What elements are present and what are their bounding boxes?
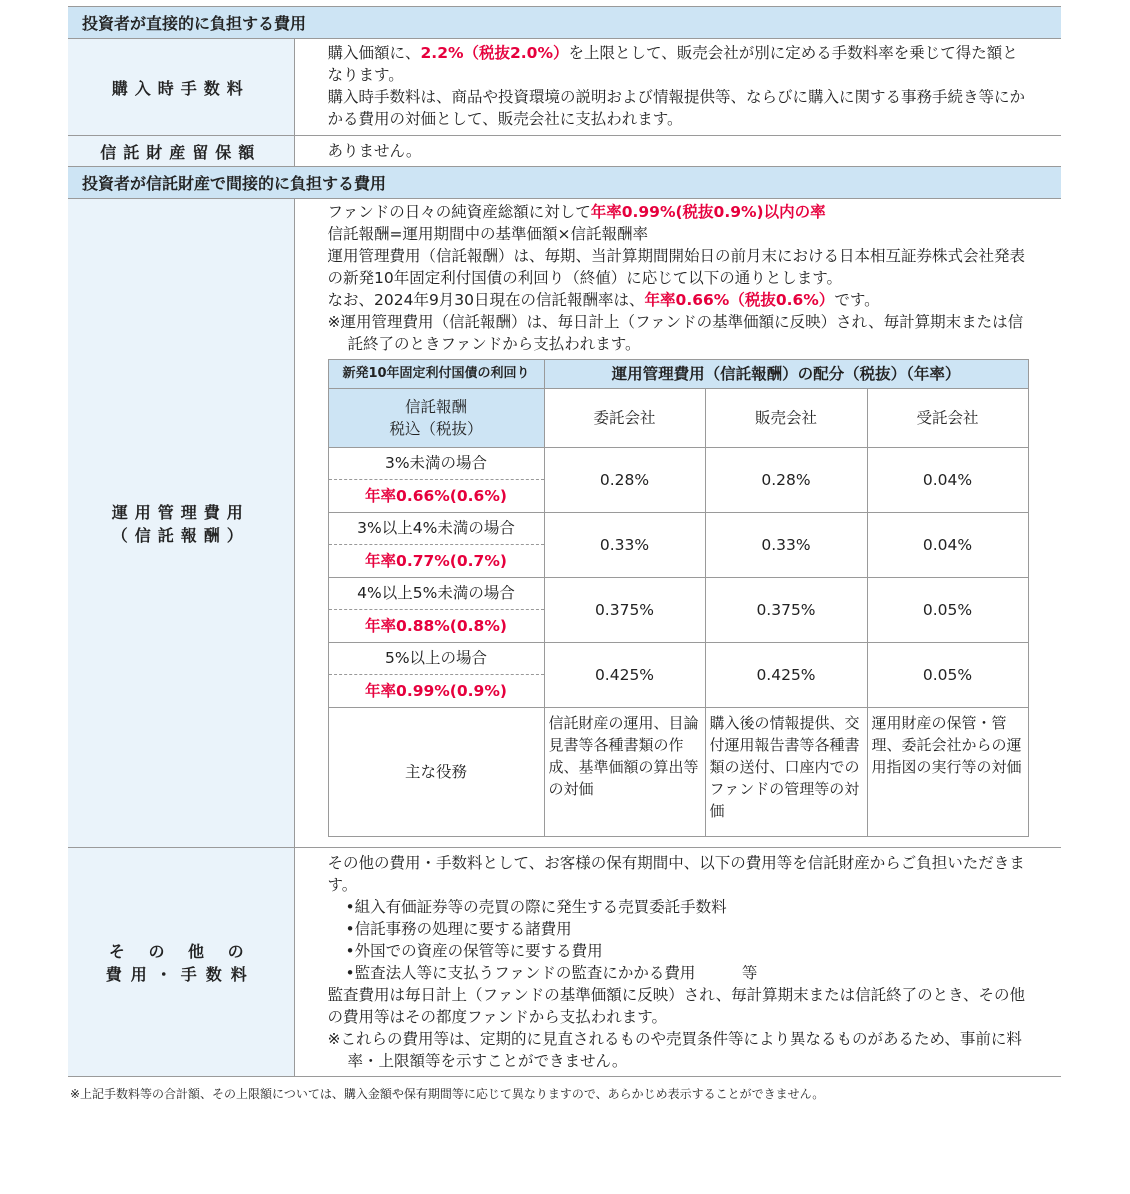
highlight-text: 2.2%（税抜2.0%） bbox=[420, 44, 569, 62]
label-line-2: 費用・手数料 bbox=[105, 965, 256, 984]
table-row bbox=[328, 513, 1028, 578]
fee-rate-header-1: 信託報酬 bbox=[404, 398, 467, 416]
other-text-1: その他の費用・手数料として、お客様の保有期間中、以下の費用等を信託財産からご負担いただきます。 bbox=[327, 854, 1025, 894]
value-cell: 0.05% bbox=[867, 643, 1028, 708]
col-header-distributor: 販売会社 bbox=[705, 389, 867, 448]
value-cell: 0.28% bbox=[705, 448, 867, 513]
management-fee-content bbox=[294, 199, 1061, 848]
fee-table bbox=[68, 6, 1061, 1077]
label-management-fee bbox=[68, 199, 294, 848]
value-cell: 0.375% bbox=[705, 578, 867, 643]
fee-rate-header bbox=[328, 389, 544, 448]
value-cell: 0.375% bbox=[544, 578, 705, 643]
text: 購入価額に、 bbox=[327, 44, 421, 62]
col-header-trustor: 委託会社 bbox=[544, 389, 705, 448]
text: です。 bbox=[834, 291, 880, 309]
footnote: ※上記手数料等の合計額、その上限額については、購入金額や保有期間等に応じて異なりますので、あらかじめ表示することができません。 bbox=[70, 1087, 825, 1101]
rate-text: 年率0.66%(0.6%) bbox=[365, 487, 507, 505]
label-line-1: 運用管理費用 bbox=[111, 503, 250, 522]
fee-rate-header-2: 税込（税抜） bbox=[389, 420, 483, 438]
value-cell: 0.04% bbox=[867, 448, 1028, 513]
list-item: •外国での資産の保管等に要する費用 bbox=[345, 942, 603, 960]
label-line-2: （信託報酬） bbox=[111, 526, 250, 545]
fee-table-container bbox=[68, 6, 1061, 1102]
table-row bbox=[328, 448, 1028, 513]
mgmt-text-2: 信託報酬=運用期間中の基準価額×信託報酬率 bbox=[327, 225, 648, 243]
mgmt-text-3: 運用管理費用（信託報酬）は、毎期、当計算期間開始日の前月末における日本相互証券株式会社発表の新発10年固定利付国債の利回り（終値）に応じて以下の通りとします。 bbox=[327, 247, 1026, 287]
value-cell: 0.04% bbox=[867, 513, 1028, 578]
col-header-trustee: 受託会社 bbox=[867, 389, 1028, 448]
condition-cell bbox=[328, 578, 544, 643]
condition-text: 4%以上5%未満の場合 bbox=[329, 578, 544, 610]
list-item: •信託事務の処理に要する諸費用 bbox=[345, 920, 572, 938]
mgmt-text-4 bbox=[328, 289, 1032, 311]
label-other-fees bbox=[68, 848, 294, 1077]
condition-cell bbox=[328, 448, 544, 513]
role-trustee: 運用財産の保管・管理、委託会社からの運用指図の実行等の対価 bbox=[867, 708, 1028, 837]
condition-text: 3%未満の場合 bbox=[329, 448, 544, 480]
value-cell: 0.425% bbox=[544, 643, 705, 708]
highlight-text: 年率0.99%(税抜0.9%)以内の率 bbox=[590, 203, 826, 221]
value-cell: 0.33% bbox=[705, 513, 867, 578]
condition-text: 5%以上の場合 bbox=[329, 643, 544, 675]
other-fees-content bbox=[294, 848, 1061, 1077]
table-row bbox=[328, 643, 1028, 708]
highlight-text: 年率0.66%（税抜0.6%） bbox=[644, 291, 835, 309]
purchase-fee-text-1 bbox=[328, 42, 1032, 86]
mgmt-text-1 bbox=[328, 201, 1032, 223]
rate-text: 年率0.88%(0.8%) bbox=[365, 617, 507, 635]
rate-text: 年率0.77%(0.7%) bbox=[365, 552, 507, 570]
section-header-direct: 投資者が直接的に負担する費用 bbox=[68, 7, 1061, 39]
purchase-fee-text-2: 購入時手数料は、商品や投資環境の説明および情報提供等、ならびに購入に関する事務手続き等にかかる費用の対価として、販売会社に支払われます。 bbox=[327, 88, 1026, 128]
value-cell: 0.28% bbox=[544, 448, 705, 513]
allocation-table bbox=[328, 359, 1029, 837]
roles-label: 主な役務 bbox=[328, 708, 544, 837]
value-cell: 0.05% bbox=[867, 578, 1028, 643]
allocation-header: 運用管理費用（信託報酬）の配分（税抜）（年率） bbox=[544, 360, 1028, 389]
section-header-indirect: 投資者が信託財産で間接的に負担する費用 bbox=[68, 167, 1061, 199]
table-row bbox=[328, 578, 1028, 643]
value-cell: 0.33% bbox=[544, 513, 705, 578]
label-reserve: 信託財産留保額 bbox=[68, 136, 294, 167]
rate-text: 年率0.99%(0.9%) bbox=[365, 682, 507, 700]
role-trustor: 信託財産の運用、目論見書等各種書類の作成、基準価額の算出等の対価 bbox=[544, 708, 705, 837]
condition-cell bbox=[328, 513, 544, 578]
mgmt-note: ※運用管理費用（信託報酬）は、毎日計上（ファンドの基準価額に反映）され、毎計算期末または信託終了のときファンドから支払われます。 bbox=[327, 313, 1024, 353]
label-purchase-fee: 購入時手数料 bbox=[68, 39, 294, 136]
yield-header: 新発10年固定利付国債の利回り bbox=[328, 360, 544, 389]
list-item: •組入有価証券等の売買の際に発生する売買委託手数料 bbox=[345, 898, 727, 916]
text: ファンドの日々の純資産総額に対して bbox=[327, 203, 591, 221]
text: を上限として、販売会社が別に定める手数料率を乗じて得た額となります。 bbox=[327, 44, 1018, 84]
value-cell: 0.425% bbox=[705, 643, 867, 708]
condition-text: 3%以上4%未満の場合 bbox=[329, 513, 544, 545]
condition-cell bbox=[328, 643, 544, 708]
purchase-fee-content bbox=[294, 39, 1061, 136]
list-item: •監査法人等に支払うファンドの監査にかかる費用 等 bbox=[345, 964, 758, 982]
roles-row bbox=[328, 708, 1028, 837]
other-text-2: 監査費用は毎日計上（ファンドの基準価額に反映）され、毎計算期末または信託終了のとき、その他の費用等はその都度ファンドから支払われます。 bbox=[327, 986, 1026, 1026]
text: なお、2024年9月30日現在の信託報酬率は、 bbox=[327, 291, 645, 309]
other-note: ※これらの費用等は、定期的に見直されるものや売買条件等により異なるものがあるため、事前に料率・上限額等を示すことができません。 bbox=[327, 1030, 1022, 1070]
label-line-1: そ の 他 の bbox=[108, 942, 253, 961]
reserve-value: ありません。 bbox=[294, 136, 1061, 167]
role-distributor: 購入後の情報提供、交付運用報告書等各種書類の送付、口座内でのファンドの管理等の対価 bbox=[705, 708, 867, 837]
